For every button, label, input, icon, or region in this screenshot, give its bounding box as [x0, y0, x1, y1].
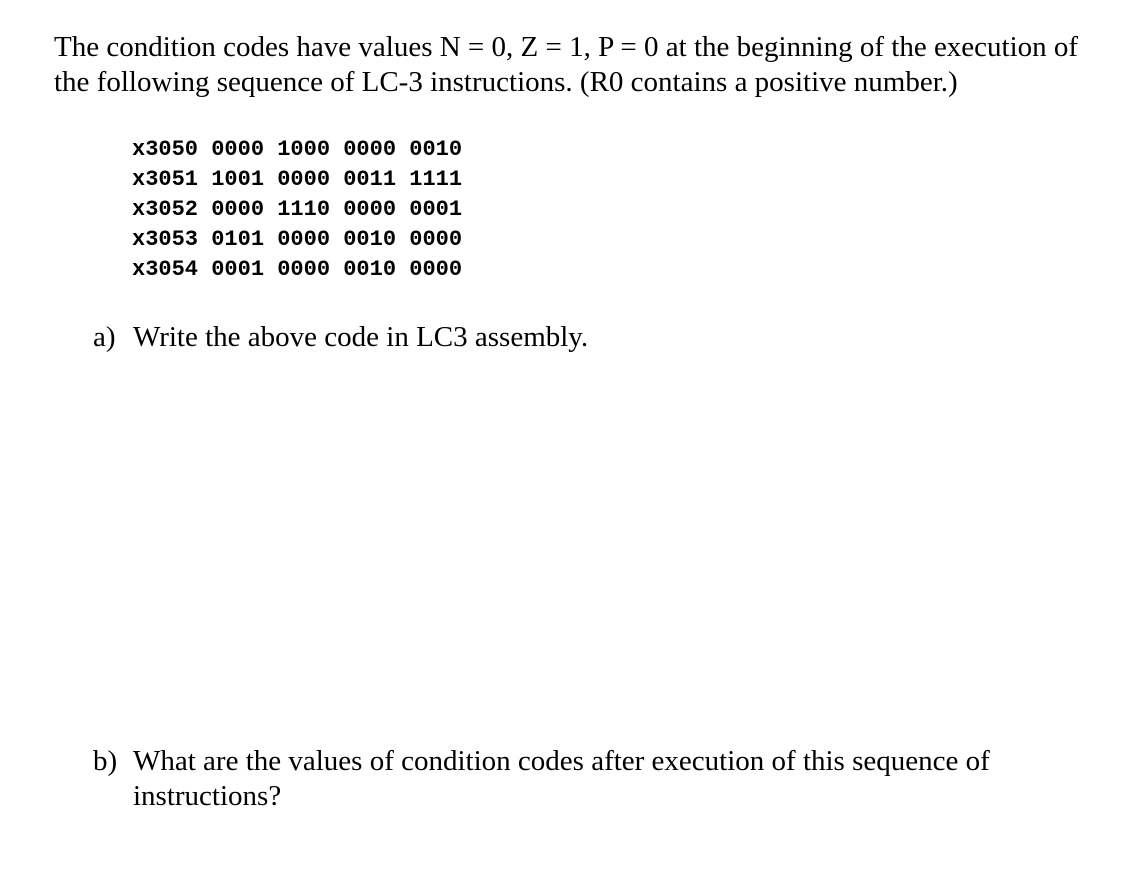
- code-line: x3054 0001 0000 0010 0000: [132, 257, 463, 282]
- code-line: x3053 0101 0000 0010 0000: [132, 227, 463, 252]
- question-a-text: Write the above code in LC3 assembly.: [133, 321, 589, 353]
- question-b: [93, 744, 1083, 814]
- code-line: x3051 1001 0000 0011 1111: [132, 167, 463, 192]
- question-a: [93, 320, 1083, 355]
- question-a-label: a): [93, 321, 116, 353]
- code-line: x3050 0000 1000 0000 0010: [132, 137, 463, 162]
- question-b-label: b): [93, 745, 118, 777]
- code-block: [132, 135, 462, 285]
- question-b-text: What are the values of condition codes after execution of this sequence of instructions?: [133, 745, 990, 812]
- problem-intro: The condition codes have values N = 0, Z = 1, P = 0 at the beginning of the execution of the following sequence of LC-3 instructions. (R0 contains a positive number.): [54, 31, 1079, 98]
- code-line: x3052 0000 1110 0000 0001: [132, 197, 463, 222]
